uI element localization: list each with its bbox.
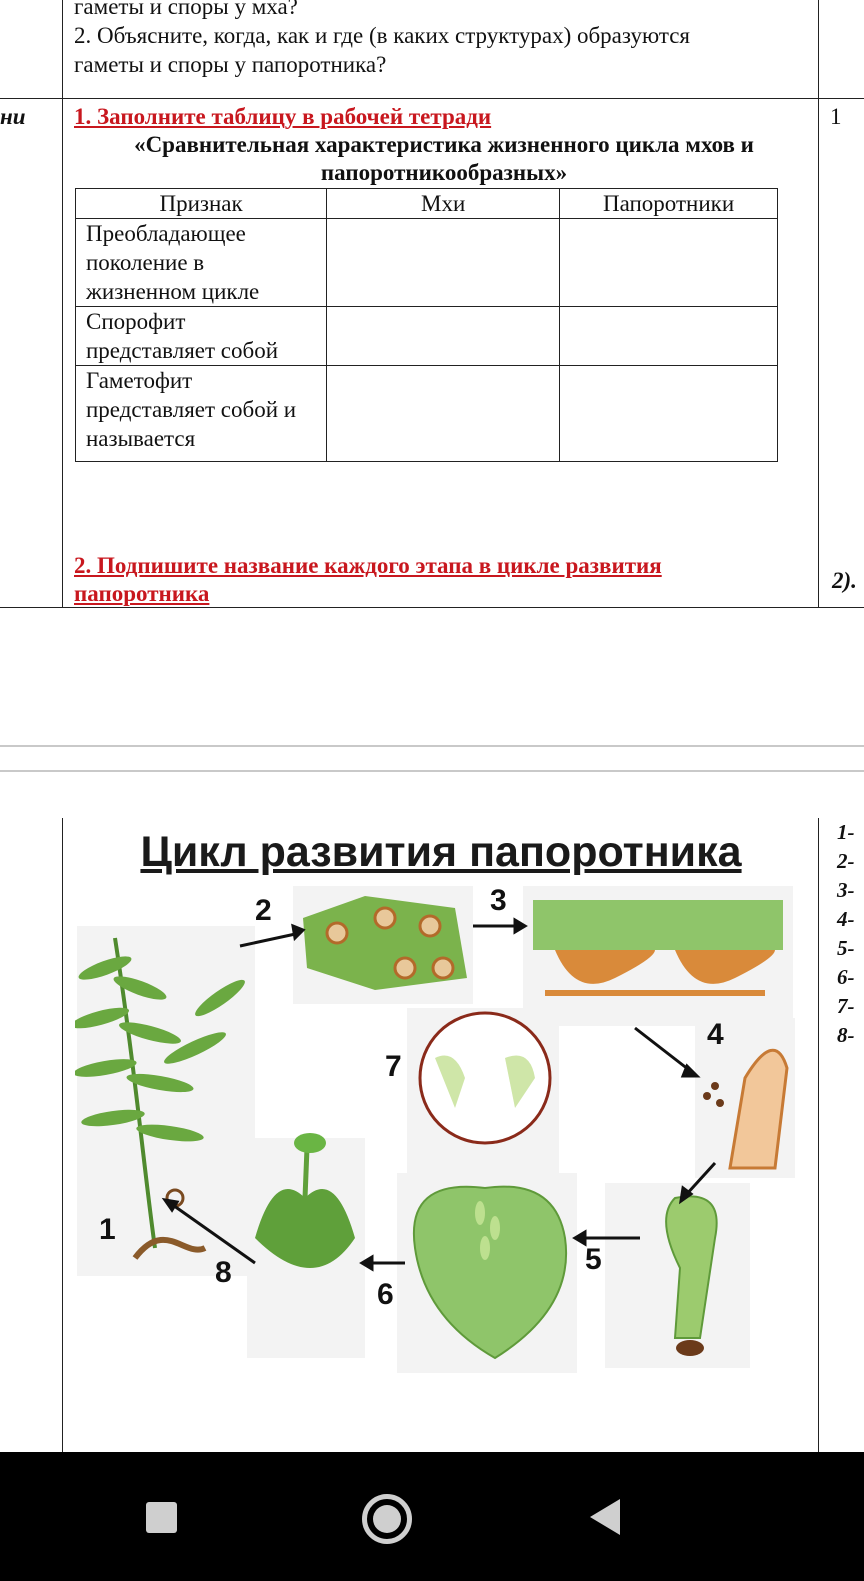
stage-number-1: 1	[99, 1213, 116, 1246]
figure-title: Цикл развития папоротника	[140, 828, 742, 876]
page-break-top	[0, 745, 864, 747]
header-feature: Признак	[76, 189, 327, 219]
header-mosses: Мхи	[327, 189, 560, 219]
answer-item-5[interactable]: 5-	[837, 936, 855, 960]
table-row	[76, 307, 778, 366]
stage-number-7: 7	[385, 1050, 402, 1083]
cell-mosses[interactable]	[327, 219, 560, 307]
table-row	[76, 366, 778, 462]
stage-number-5: 5	[585, 1243, 602, 1276]
row-label: Спорофит представляет собой	[76, 307, 327, 366]
cell-ferns[interactable]	[560, 307, 778, 366]
left-column-fragment: ни	[0, 104, 26, 129]
cell-ferns[interactable]	[560, 366, 778, 462]
cell-ferns[interactable]	[560, 219, 778, 307]
question-line-0: гаметы и споры у мха?	[74, 0, 298, 19]
home-icon[interactable]	[362, 1494, 412, 1544]
stage-number-2: 2	[255, 894, 272, 927]
stage-number-4: 4	[707, 1018, 724, 1051]
question-line-1: 2. Объясните, когда, как и где (в каких структурах) образуются	[74, 23, 690, 48]
system-navigation-bar	[0, 1452, 864, 1581]
points-number-2: 2).	[832, 568, 857, 593]
row-label: Гаметофит представляет собой и называется	[76, 366, 327, 462]
stage-number-8: 8	[215, 1256, 232, 1289]
table-title-line2: папоротникообразных»	[320, 160, 568, 185]
table-row	[76, 219, 778, 307]
stage-number-3: 3	[490, 884, 507, 917]
table-title-line1: «Сравнительная характеристика жизненного цикла мхов и	[134, 132, 754, 157]
cell-mosses[interactable]	[327, 366, 560, 462]
cell-mosses[interactable]	[327, 307, 560, 366]
stage-number-6: 6	[377, 1278, 394, 1311]
page-break-bottom	[0, 770, 864, 772]
answer-item-7[interactable]: 7-	[837, 994, 855, 1018]
question-line-2: гаметы и споры у папоротника?	[74, 52, 387, 77]
recent-apps-icon[interactable]	[146, 1502, 177, 1533]
answer-list	[837, 818, 855, 1050]
task1-heading: 1. Заполните таблицу в рабочей тетради	[74, 104, 492, 129]
answer-item-8[interactable]: 8-	[837, 1023, 855, 1047]
answer-item-3[interactable]: 3-	[837, 878, 855, 902]
points-number: 1	[830, 104, 842, 129]
header-ferns: Папоротники	[560, 189, 778, 219]
comparison-table	[75, 188, 778, 462]
answer-item-6[interactable]: 6-	[837, 965, 855, 989]
answer-item-1[interactable]: 1-	[837, 820, 855, 844]
gametangia-drawing	[420, 1013, 550, 1143]
answer-item-4[interactable]: 4-	[837, 907, 855, 931]
answer-item-2[interactable]: 2-	[837, 849, 855, 873]
row-label: Преобладающее поколение в жизненном цикле	[76, 219, 327, 307]
fern-life-cycle-figure	[75, 818, 807, 1398]
back-icon[interactable]	[590, 1499, 620, 1535]
life-cycle-illustration	[75, 818, 807, 1398]
task2-heading-line1: 2. Подпишите название каждого этапа в цикле развития	[74, 553, 662, 578]
task2-heading-line2: папоротника	[74, 581, 210, 606]
